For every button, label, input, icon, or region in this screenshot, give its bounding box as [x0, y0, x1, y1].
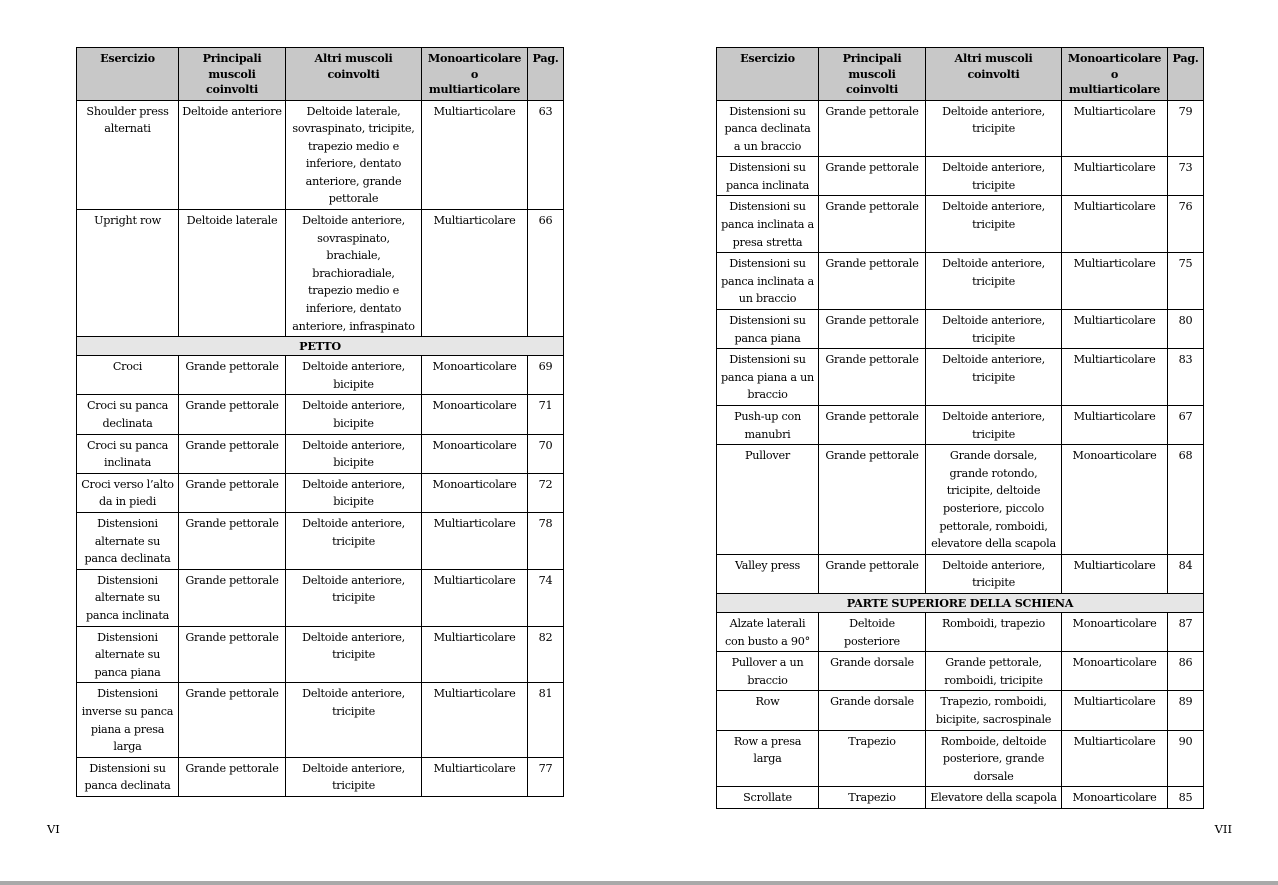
cell-esercizio: Upright row — [77, 210, 179, 337]
cell-principali: Deltoide anteriore — [179, 100, 286, 210]
cell-esercizio: Croci su panca declinata — [77, 395, 179, 434]
section-label: PETTO — [77, 337, 564, 356]
cell-pagina: 77 — [528, 757, 564, 796]
table-row — [77, 757, 564, 796]
cell-esercizio: Croci — [77, 356, 179, 395]
cell-pagina: 85 — [1168, 787, 1204, 809]
cell-principali: Grande pettorale — [179, 434, 286, 473]
cell-esercizio: Shoulder press alternati — [77, 100, 179, 210]
cell-tipo: Monoarticolare — [422, 395, 528, 434]
table-row — [717, 445, 1204, 555]
cell-pagina: 76 — [1168, 196, 1204, 253]
cell-tipo: Multiarticolare — [1062, 100, 1168, 157]
cell-tipo: Multiarticolare — [422, 683, 528, 757]
cell-esercizio: Distensioni su panca piana a un braccio — [717, 349, 819, 406]
cell-pagina: 86 — [1168, 652, 1204, 691]
cell-principali: Grande pettorale — [819, 349, 926, 406]
cell-pagina: 72 — [528, 473, 564, 512]
cell-altri: Deltoide anteriore, bicipite — [286, 434, 422, 473]
cell-tipo: Monoarticolare — [1062, 787, 1168, 809]
cell-pagina: 74 — [528, 569, 564, 626]
cell-tipo: Multiarticolare — [1062, 196, 1168, 253]
cell-altri: Deltoide laterale, sovraspinato, tricipite, trapezio medio e inferiore, dentato anteriore, grande pettorale — [286, 100, 422, 210]
header-esercizio: Esercizio — [717, 48, 819, 101]
section-header-row — [77, 337, 564, 356]
cell-altri: Deltoide anteriore, tricipite — [286, 683, 422, 757]
table-header-row — [77, 48, 564, 101]
cell-pagina: 83 — [1168, 349, 1204, 406]
cell-principali: Deltoide posteriore — [819, 612, 926, 651]
cell-altri: Deltoide anteriore, bicipite — [286, 356, 422, 395]
cell-tipo: Multiarticolare — [422, 757, 528, 796]
cell-esercizio: Alzate laterali con busto a 90° — [717, 612, 819, 651]
cell-tipo: Monoarticolare — [422, 434, 528, 473]
cell-tipo: Multiarticolare — [1062, 730, 1168, 787]
cell-altri: Deltoide anteriore, sovraspinato, brachiale, brachioradiale, trapezio medio e inferiore, dentato anteriore, infraspinato — [286, 210, 422, 337]
table-row — [717, 554, 1204, 593]
cell-esercizio: Row a presa larga — [717, 730, 819, 787]
table-row — [717, 100, 1204, 157]
cell-altri: Romboide, deltoide posteriore, grande dorsale — [926, 730, 1062, 787]
cell-principali: Grande pettorale — [179, 356, 286, 395]
cell-esercizio: Push-up con manubri — [717, 406, 819, 445]
cell-pagina: 84 — [1168, 554, 1204, 593]
cell-principali: Grande pettorale — [819, 310, 926, 349]
cell-esercizio: Row — [717, 691, 819, 730]
table-row — [717, 691, 1204, 730]
cell-pagina: 67 — [1168, 406, 1204, 445]
right-page — [639, 0, 1278, 881]
table-body — [717, 100, 1204, 808]
cell-pagina: 79 — [1168, 100, 1204, 157]
cell-altri: Deltoide anteriore, tricipite — [926, 100, 1062, 157]
cell-principali: Grande pettorale — [179, 757, 286, 796]
table-row — [717, 652, 1204, 691]
cell-principali: Grande pettorale — [819, 406, 926, 445]
table-body — [77, 100, 564, 796]
cell-tipo: Multiarticolare — [422, 626, 528, 683]
cell-esercizio: Valley press — [717, 554, 819, 593]
cell-principali: Grande pettorale — [819, 196, 926, 253]
table-row — [717, 730, 1204, 787]
table-row — [77, 683, 564, 757]
cell-esercizio: Distensioni su panca inclinata a un braccio — [717, 253, 819, 310]
table-row — [717, 196, 1204, 253]
cell-principali: Grande pettorale — [179, 626, 286, 683]
table-row — [717, 406, 1204, 445]
table-row — [717, 253, 1204, 310]
cell-esercizio: Distensioni su panca declinata — [77, 757, 179, 796]
cell-esercizio: Croci su panca inclinata — [77, 434, 179, 473]
cell-altri: Deltoide anteriore, tricipite — [926, 349, 1062, 406]
cell-altri: Deltoide anteriore, tricipite — [286, 757, 422, 796]
table-row — [77, 569, 564, 626]
header-esercizio: Esercizio — [77, 48, 179, 101]
table-row — [717, 157, 1204, 196]
cell-tipo: Multiarticolare — [1062, 349, 1168, 406]
cell-tipo: Monoarticolare — [422, 473, 528, 512]
cell-pagina: 82 — [528, 626, 564, 683]
page-number: VI — [47, 822, 60, 836]
cell-altri: Deltoide anteriore, tricipite — [926, 406, 1062, 445]
cell-tipo: Multiarticolare — [422, 512, 528, 569]
cell-esercizio: Distensioni su panca inclinata — [717, 157, 819, 196]
cell-pagina: 89 — [1168, 691, 1204, 730]
cell-tipo: Multiarticolare — [1062, 691, 1168, 730]
cell-principali: Grande pettorale — [179, 569, 286, 626]
cell-tipo: Multiarticolare — [1062, 157, 1168, 196]
bottom-scroll-bar — [0, 881, 1278, 885]
cell-altri: Romboidi, trapezio — [926, 612, 1062, 651]
cell-pagina: 70 — [528, 434, 564, 473]
cell-tipo: Multiarticolare — [1062, 310, 1168, 349]
cell-pagina: 80 — [1168, 310, 1204, 349]
exercise-table-right — [716, 47, 1204, 809]
cell-altri: Grande dorsale, grande rotondo, tricipite, deltoide posteriore, piccolo pettorale, romboidi, elevatore della scapola — [926, 445, 1062, 555]
cell-pagina: 73 — [1168, 157, 1204, 196]
cell-altri: Trapezio, romboidi, bicipite, sacrospinale — [926, 691, 1062, 730]
cell-principali: Trapezio — [819, 730, 926, 787]
cell-pagina: 68 — [1168, 445, 1204, 555]
cell-altri: Deltoide anteriore, tricipite — [286, 626, 422, 683]
cell-tipo: Multiarticolare — [422, 569, 528, 626]
cell-tipo: Multiarticolare — [422, 100, 528, 210]
cell-altri: Elevatore della scapola — [926, 787, 1062, 809]
header-pagina: Pag. — [528, 48, 564, 101]
section-label: PARTE SUPERIORE DELLA SCHIENA — [717, 593, 1204, 612]
cell-altri: Deltoide anteriore, bicipite — [286, 473, 422, 512]
cell-principali: Grande pettorale — [819, 445, 926, 555]
table-header-row — [717, 48, 1204, 101]
cell-principali: Grande pettorale — [179, 473, 286, 512]
cell-pagina: 66 — [528, 210, 564, 337]
cell-esercizio: Pullover a un braccio — [717, 652, 819, 691]
cell-principali: Deltoide laterale — [179, 210, 286, 337]
exercise-table-left — [76, 47, 564, 797]
cell-tipo: Monoarticolare — [1062, 445, 1168, 555]
cell-pagina: 75 — [1168, 253, 1204, 310]
cell-altri: Grande pettorale, romboidi, tricipite — [926, 652, 1062, 691]
cell-esercizio: Distensioni su panca inclinata a presa stretta — [717, 196, 819, 253]
cell-principali: Grande pettorale — [819, 253, 926, 310]
cell-principali: Trapezio — [819, 787, 926, 809]
cell-esercizio: Distensioni su panca declinata a un braccio — [717, 100, 819, 157]
cell-altri: Deltoide anteriore, tricipite — [286, 569, 422, 626]
cell-altri: Deltoide anteriore, tricipite — [926, 196, 1062, 253]
cell-tipo: Monoarticolare — [1062, 652, 1168, 691]
table-row — [717, 349, 1204, 406]
cell-tipo: Multiarticolare — [1062, 554, 1168, 593]
section-header-row — [717, 593, 1204, 612]
header-principali: Principali muscoli coinvolti — [819, 48, 926, 101]
cell-altri: Deltoide anteriore, tricipite — [286, 512, 422, 569]
cell-esercizio: Pullover — [717, 445, 819, 555]
cell-principali: Grande pettorale — [179, 683, 286, 757]
cell-pagina: 78 — [528, 512, 564, 569]
cell-tipo: Multiarticolare — [1062, 406, 1168, 445]
left-page — [0, 0, 639, 881]
cell-principali: Grande pettorale — [819, 157, 926, 196]
cell-tipo: Multiarticolare — [422, 210, 528, 337]
cell-altri: Deltoide anteriore, tricipite — [926, 554, 1062, 593]
table-row — [77, 626, 564, 683]
header-pagina: Pag. — [1168, 48, 1204, 101]
cell-tipo: Multiarticolare — [1062, 253, 1168, 310]
cell-principali: Grande dorsale — [819, 691, 926, 730]
header-altri: Altri muscoli coinvolti — [286, 48, 422, 101]
table-row — [77, 210, 564, 337]
cell-principali: Grande pettorale — [819, 100, 926, 157]
cell-altri: Deltoide anteriore, tricipite — [926, 157, 1062, 196]
cell-pagina: 69 — [528, 356, 564, 395]
cell-altri: Deltoide anteriore, tricipite — [926, 310, 1062, 349]
cell-principali: Grande dorsale — [819, 652, 926, 691]
header-altri: Altri muscoli coinvolti — [926, 48, 1062, 101]
cell-esercizio: Croci verso l’alto da in piedi — [77, 473, 179, 512]
cell-principali: Grande pettorale — [819, 554, 926, 593]
cell-esercizio: Distensioni alternate su panca piana — [77, 626, 179, 683]
cell-tipo: Monoarticolare — [1062, 612, 1168, 651]
header-tipo: Monoarticolare o multiarticolare — [422, 48, 528, 101]
cell-pagina: 87 — [1168, 612, 1204, 651]
cell-altri: Deltoide anteriore, bicipite — [286, 395, 422, 434]
table-row — [77, 473, 564, 512]
cell-principali: Grande pettorale — [179, 395, 286, 434]
table-row — [717, 310, 1204, 349]
cell-pagina: 81 — [528, 683, 564, 757]
page-number: VII — [1214, 822, 1232, 836]
header-tipo: Monoarticolare o multiarticolare — [1062, 48, 1168, 101]
table-row — [717, 787, 1204, 809]
cell-pagina: 90 — [1168, 730, 1204, 787]
cell-principali: Grande pettorale — [179, 512, 286, 569]
cell-tipo: Monoarticolare — [422, 356, 528, 395]
header-principali: Principali muscoli coinvolti — [179, 48, 286, 101]
cell-esercizio: Distensioni alternate su panca declinata — [77, 512, 179, 569]
table-row — [77, 512, 564, 569]
cell-pagina: 71 — [528, 395, 564, 434]
table-row — [77, 434, 564, 473]
cell-esercizio: Scrollate — [717, 787, 819, 809]
table-row — [77, 395, 564, 434]
table-row — [77, 356, 564, 395]
cell-esercizio: Distensioni su panca piana — [717, 310, 819, 349]
cell-esercizio: Distensioni inverse su panca piana a presa larga — [77, 683, 179, 757]
cell-esercizio: Distensioni alternate su panca inclinata — [77, 569, 179, 626]
table-row — [77, 100, 564, 210]
table-row — [717, 612, 1204, 651]
cell-altri: Deltoide anteriore, tricipite — [926, 253, 1062, 310]
cell-pagina: 63 — [528, 100, 564, 210]
